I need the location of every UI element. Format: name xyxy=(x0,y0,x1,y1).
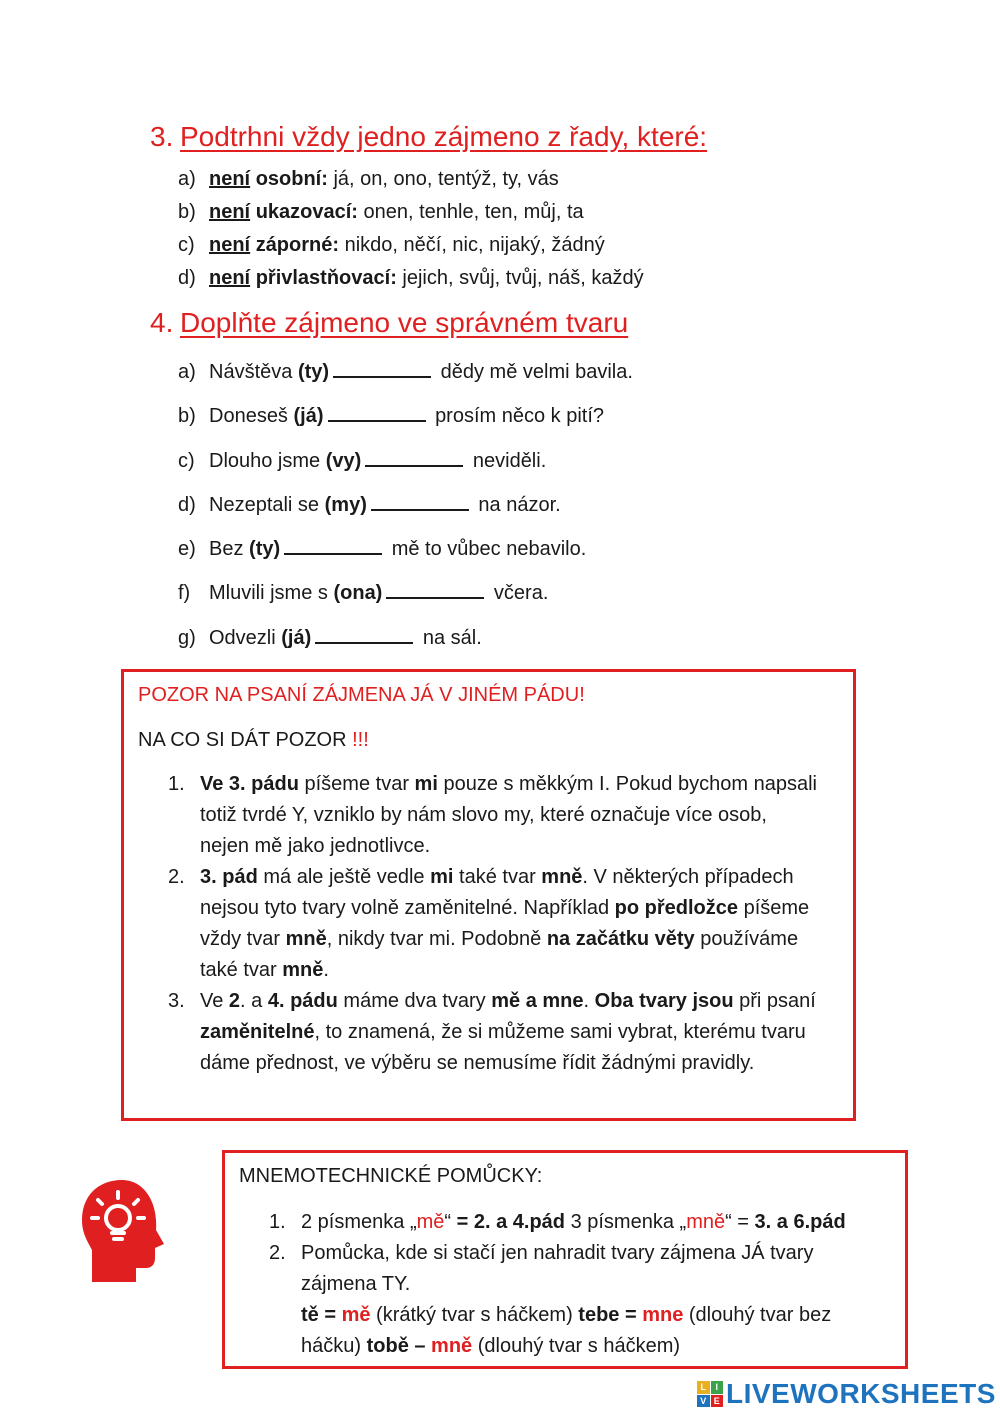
exercise-3-list xyxy=(178,163,644,295)
text-run: “ xyxy=(444,1211,457,1233)
sentence-end: dědy mě velmi bavila. xyxy=(440,361,633,383)
pronoun-type: osobní: xyxy=(255,168,328,190)
list-item xyxy=(178,571,633,615)
pronoun-row[interactable]: jejich, svůj, tvůj, náš, každý xyxy=(402,267,644,289)
list-item xyxy=(269,1207,889,1238)
answer-blank[interactable] xyxy=(315,624,413,644)
list-item xyxy=(178,229,644,262)
text-run: 4. pádu xyxy=(267,990,338,1012)
text-run: mne xyxy=(642,1304,684,1326)
pronoun-type: ukazovací: xyxy=(255,201,358,223)
text-run: mě xyxy=(341,1304,371,1326)
text-run: = 2. a 4.pád xyxy=(456,1211,566,1233)
list-item xyxy=(168,862,818,986)
exercise-4-number: 4. xyxy=(150,307,174,338)
pronoun-type: záporné: xyxy=(255,234,340,256)
mnemonic-box xyxy=(222,1150,908,1369)
answer-blank[interactable] xyxy=(371,491,469,511)
sentence-start: Dlouho jsme xyxy=(209,449,321,472)
pronoun-hint: (já) xyxy=(281,626,312,649)
list-item xyxy=(178,483,633,527)
text-run: , nikdy tvar mi. Podobně xyxy=(326,928,547,950)
text-run: mně xyxy=(686,1211,726,1233)
text-run: píšeme vždy tvar xyxy=(200,897,810,950)
pronoun-row[interactable]: já, on, ono, tentýž, ty, vás xyxy=(333,168,559,190)
text-run: na začátku věty xyxy=(546,928,695,950)
sentence-end: na sál. xyxy=(422,626,482,649)
exercise-3-number: 3. xyxy=(150,121,174,152)
list-item xyxy=(178,439,633,483)
list-item xyxy=(178,350,633,394)
item-marker: g) xyxy=(178,626,196,649)
pronoun-row[interactable]: onen, tenhle, ten, můj, ta xyxy=(363,201,584,223)
sentence-start: Doneseš xyxy=(209,405,288,428)
item-marker: d) xyxy=(178,493,196,516)
item-marker: d) xyxy=(178,267,196,289)
text-run: má ale ještě vedle xyxy=(257,866,431,888)
sentence-start: Odvezli xyxy=(209,626,276,649)
warning-subheading xyxy=(138,729,369,752)
pronoun-row[interactable]: nikdo, něčí, nic, nijaký, žádný xyxy=(344,234,605,256)
list-item xyxy=(168,769,818,862)
sentence-start: Návštěva xyxy=(209,361,293,383)
sentence-start: Mluvili jsme s xyxy=(209,582,328,605)
text-run: (dlouhý tvar s háčkem) xyxy=(472,1335,681,1357)
item-marker: c) xyxy=(178,234,195,256)
text-run: Pomůcka, kde si stačí jen nahradit tvary zájmena JÁ tvary zájmena TY. xyxy=(301,1242,814,1295)
badge-letter: I xyxy=(711,1381,724,1394)
badge-letter: L xyxy=(697,1381,710,1394)
text-run: po předložce xyxy=(614,897,739,919)
text-run: . a xyxy=(240,990,268,1012)
list-item xyxy=(269,1238,889,1362)
list-item xyxy=(178,394,633,438)
item-marker: c) xyxy=(178,449,195,472)
list-item xyxy=(168,986,818,1079)
text-run: tě = xyxy=(301,1304,342,1326)
text-run: “ = xyxy=(725,1211,755,1233)
sentence-end: mě to vůbec nebavilo. xyxy=(391,538,587,561)
item-marker: 3. xyxy=(168,990,185,1012)
negation-word: není xyxy=(209,267,251,289)
item-marker: 2. xyxy=(168,866,185,888)
item-marker: a) xyxy=(178,168,196,190)
pronoun-hint: (vy) xyxy=(325,449,362,472)
text-run: mi xyxy=(414,773,438,795)
logo-badge-icon xyxy=(697,1381,723,1407)
text-run: mně xyxy=(285,928,327,950)
sentence-end: včera. xyxy=(493,582,549,605)
negation-word: není xyxy=(209,201,251,223)
text-run: píšeme tvar xyxy=(298,773,415,795)
list-item xyxy=(178,616,633,660)
sentence-start: Nezeptali se xyxy=(209,493,320,516)
head-lightbulb-icon xyxy=(78,1178,170,1282)
item-marker: f) xyxy=(178,582,191,605)
text-run: 3. a 6.pád xyxy=(754,1211,846,1233)
badge-letter: V xyxy=(697,1395,710,1408)
text-run: . xyxy=(323,959,329,981)
text-run: (dlouhý tvar bez háčku) xyxy=(301,1304,832,1357)
text-run: pouze s měkkým I. Pokud bychom napsali totiž tvrdé Y, vzniklo by nám slovo my, které označuje více osob, nejen mě jako jednotlivce. xyxy=(200,773,817,857)
text-run: Oba tvary jsou xyxy=(594,990,734,1012)
warning-exclaim: !!! xyxy=(352,729,369,751)
pronoun-hint: (já) xyxy=(293,405,324,428)
text-run: tobě – xyxy=(366,1335,432,1357)
text-run: používáme také tvar xyxy=(200,928,799,981)
negation-word: není xyxy=(209,168,251,190)
list-item xyxy=(178,163,644,196)
item-marker: 1. xyxy=(269,1211,286,1233)
item-marker: 2. xyxy=(269,1242,286,1264)
text-run: Ve 3. pádu xyxy=(200,773,299,795)
text-run: mi xyxy=(430,866,454,888)
answer-blank[interactable] xyxy=(365,447,463,467)
answer-blank[interactable] xyxy=(386,579,484,599)
text-run: 3 písmenka „ xyxy=(565,1211,687,1233)
text-run: . V některých případech nejsou tyto tvary volně zaměnitelné. Například xyxy=(200,866,794,919)
text-run: , to znamená, že si můžeme sami vybrat, kterému tvaru dáme přednost, ve výběru se nemusíme řídit žádnými pravidly. xyxy=(200,1021,806,1074)
answer-blank[interactable] xyxy=(328,402,426,422)
text-run: máme dva tvary xyxy=(337,990,492,1012)
text-run: mně xyxy=(431,1335,473,1357)
text-run: také tvar xyxy=(453,866,542,888)
exercise-4-list xyxy=(178,350,633,660)
pronoun-type: přivlastňovací: xyxy=(255,267,397,289)
pronoun-hint: (ona) xyxy=(333,582,383,605)
pronoun-hint: (my) xyxy=(324,493,367,516)
sentence-end: na názor. xyxy=(478,493,561,516)
text-run: . xyxy=(583,990,595,1012)
sentence-end: neviděli. xyxy=(472,449,547,472)
text-run: 2 písmenka „ xyxy=(301,1211,417,1233)
text-run: (krátký tvar s háčkem) xyxy=(370,1304,579,1326)
warning-subheading-text: NA CO SI DÁT POZOR xyxy=(138,729,347,751)
answer-blank[interactable] xyxy=(284,535,382,555)
item-marker: b) xyxy=(178,201,196,223)
text-run: při psaní xyxy=(733,990,816,1012)
mnemonic-list xyxy=(269,1207,889,1362)
pronoun-hint: (ty) xyxy=(297,361,330,383)
text-run: Ve xyxy=(200,990,229,1012)
pronoun-hint: (ty) xyxy=(249,538,281,561)
mnemonic-heading: MNEMOTECHNICKÉ POMŮCKY: xyxy=(239,1165,543,1187)
negation-word: není xyxy=(209,234,251,256)
logo-text: LIVEWORKSHEETS xyxy=(726,1378,996,1409)
liveworksheets-logo[interactable] xyxy=(697,1378,996,1410)
item-marker: e) xyxy=(178,538,196,561)
exercise-4-title: Doplňte zájmeno ve správném tvaru xyxy=(180,307,629,338)
warning-heading: POZOR NA PSANÍ ZÁJMENA JÁ V JINÉM PÁDU! xyxy=(138,684,585,706)
text-run: mě a mne xyxy=(491,990,584,1012)
item-marker: b) xyxy=(178,405,196,428)
warning-list xyxy=(168,769,818,1079)
text-run: tebe = xyxy=(578,1304,643,1326)
sentence-end: prosím něco k pití? xyxy=(435,405,605,428)
text-run: 3. pád xyxy=(200,866,258,888)
exercise-3-title: Podtrhni vždy jedno zájmeno z řady, které: xyxy=(180,121,708,152)
text-run: mě xyxy=(416,1211,445,1233)
badge-letter: E xyxy=(711,1395,724,1408)
exercise-3-heading xyxy=(150,121,707,153)
list-item xyxy=(178,262,644,295)
item-marker: 1. xyxy=(168,773,185,795)
list-item xyxy=(178,527,633,571)
list-item xyxy=(178,196,644,229)
warning-box xyxy=(121,669,856,1121)
exercise-4-heading xyxy=(150,307,628,339)
item-marker: a) xyxy=(178,361,196,383)
text-run: mně xyxy=(541,866,583,888)
sentence-start: Bez xyxy=(209,538,244,561)
text-run: zaměnitelné xyxy=(200,1021,315,1043)
text-run: 2 xyxy=(228,990,241,1012)
text-run: mně xyxy=(282,959,324,981)
answer-blank[interactable] xyxy=(333,358,431,378)
